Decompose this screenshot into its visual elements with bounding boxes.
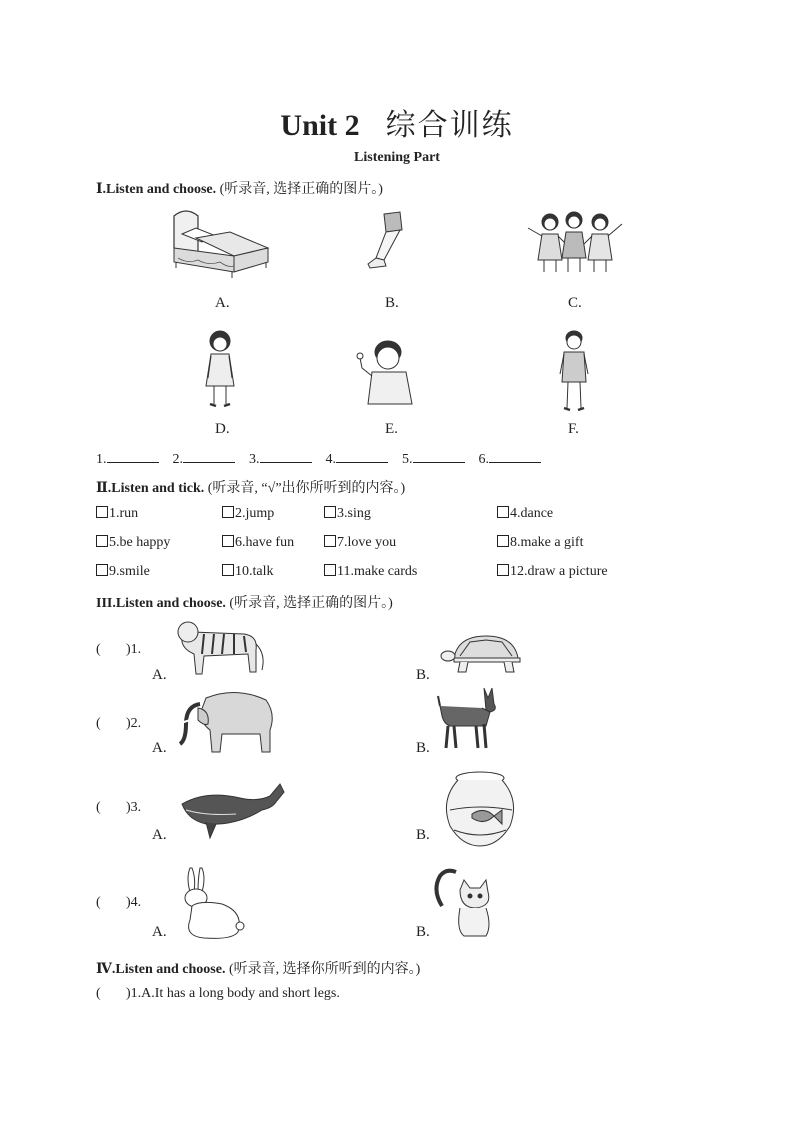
tick-item-2[interactable]: 2.jump — [222, 506, 274, 522]
tick-item-7[interactable]: 7.love you — [324, 535, 396, 551]
page-title — [0, 100, 794, 144]
option-c-label: C. — [568, 295, 582, 311]
checkbox[interactable] — [222, 506, 234, 518]
checkbox[interactable] — [96, 564, 108, 576]
tick-item-11[interactable]: 11.make cards — [324, 564, 417, 580]
answer-blank-5[interactable]: 5. — [402, 450, 465, 468]
question-3: ( )3. — [96, 800, 142, 815]
cat-icon[interactable] — [430, 866, 502, 942]
option-a-label: A. — [215, 295, 230, 311]
q4-option-a-label: A. — [152, 924, 167, 940]
option-d-label: D. — [215, 421, 230, 437]
q3-option-b-label: B. — [416, 827, 430, 843]
checkbox[interactable] — [96, 506, 108, 518]
q2-option-b-label: B. — [416, 740, 430, 756]
checkbox[interactable] — [222, 535, 234, 547]
page-subtitle: Listening Part — [354, 150, 440, 165]
option-f-label: F. — [568, 421, 579, 437]
answer-blank-3[interactable]: 3. — [249, 450, 312, 468]
tick-item-6[interactable]: 6.have fun — [222, 535, 294, 551]
checkbox[interactable] — [497, 535, 509, 547]
question-4: ( )4. — [96, 895, 142, 910]
bed-icon — [168, 208, 272, 280]
elephant-icon[interactable] — [176, 684, 278, 756]
section1-heading — [96, 178, 383, 198]
tick-item-5[interactable]: 5.be happy — [96, 535, 170, 551]
question-2: ( )2. — [96, 716, 142, 731]
q1-option-a-label: A. — [152, 667, 167, 683]
unit-title-cn: 综合训练 — [385, 109, 514, 142]
tick-item-1[interactable]: 1.run — [96, 506, 138, 522]
checkbox[interactable] — [324, 506, 336, 518]
answer-blank-1[interactable]: 1. — [96, 450, 159, 468]
fishbowl-icon[interactable] — [440, 770, 520, 848]
tick-item-9[interactable]: 9.smile — [96, 564, 150, 580]
checkbox[interactable] — [96, 535, 108, 547]
q1-option-b-label: B. — [416, 667, 430, 683]
turtle-icon[interactable] — [440, 632, 526, 678]
tick-item-4[interactable]: 4.dance — [497, 506, 553, 522]
checkbox[interactable] — [497, 506, 509, 518]
whale-icon[interactable] — [176, 780, 288, 842]
leg-icon — [366, 210, 416, 274]
option-b-label: B. — [385, 295, 399, 311]
section1-instruction: (听录音, 选择正确的图片。) — [216, 182, 383, 197]
section4-heading — [96, 958, 420, 978]
tick-item-8[interactable]: 8.make a gift — [497, 535, 583, 551]
section2-title: Ⅱ.Listen and tick. — [96, 481, 205, 496]
section3-title: III.Listen and choose. — [96, 596, 226, 611]
three-girls-icon — [522, 208, 626, 278]
boy-waving-icon — [354, 338, 418, 406]
answer-blank-4[interactable]: 4. — [326, 450, 389, 468]
section4-question-1: ( )1.A.It has a long body and short legs. — [96, 986, 340, 1001]
unit-title: Unit 2 — [280, 109, 360, 142]
tick-item-10[interactable]: 10.talk — [222, 564, 274, 580]
question-1: ( )1. — [96, 642, 142, 657]
checkbox[interactable] — [222, 564, 234, 576]
tick-item-12[interactable]: 12.draw a picture — [497, 564, 608, 580]
option-e-label: E. — [385, 421, 398, 437]
dog-icon[interactable] — [436, 686, 502, 752]
section4-title: Ⅳ.Listen and choose. — [96, 962, 226, 977]
section3-instruction: (听录音, 选择正确的图片。) — [225, 596, 393, 611]
tick-item-3[interactable]: 3.sing — [324, 506, 371, 522]
boy-standing-icon — [556, 330, 592, 414]
girl-standing-icon — [200, 330, 240, 412]
checkbox[interactable] — [497, 564, 509, 576]
section2-heading — [96, 477, 405, 497]
answer-blanks-row — [96, 450, 555, 468]
section2-instruction: (听录音, “√”出你所听到的内容。) — [204, 481, 406, 496]
answer-blank-6[interactable]: 6. — [479, 450, 542, 468]
checkbox[interactable] — [324, 564, 336, 576]
q3-option-a-label: A. — [152, 827, 167, 843]
section3-heading — [96, 592, 393, 612]
answer-blank-2[interactable]: 2. — [173, 450, 236, 468]
rabbit-icon[interactable] — [174, 864, 246, 942]
q4-option-b-label: B. — [416, 924, 430, 940]
checkbox[interactable] — [324, 535, 336, 547]
section1-title: Ⅰ.Listen and choose. — [96, 182, 217, 197]
q2-option-a-label: A. — [152, 740, 167, 756]
section4-instruction: (听录音, 选择你所听到的内容。) — [225, 962, 421, 977]
tiger-icon[interactable] — [174, 618, 270, 680]
